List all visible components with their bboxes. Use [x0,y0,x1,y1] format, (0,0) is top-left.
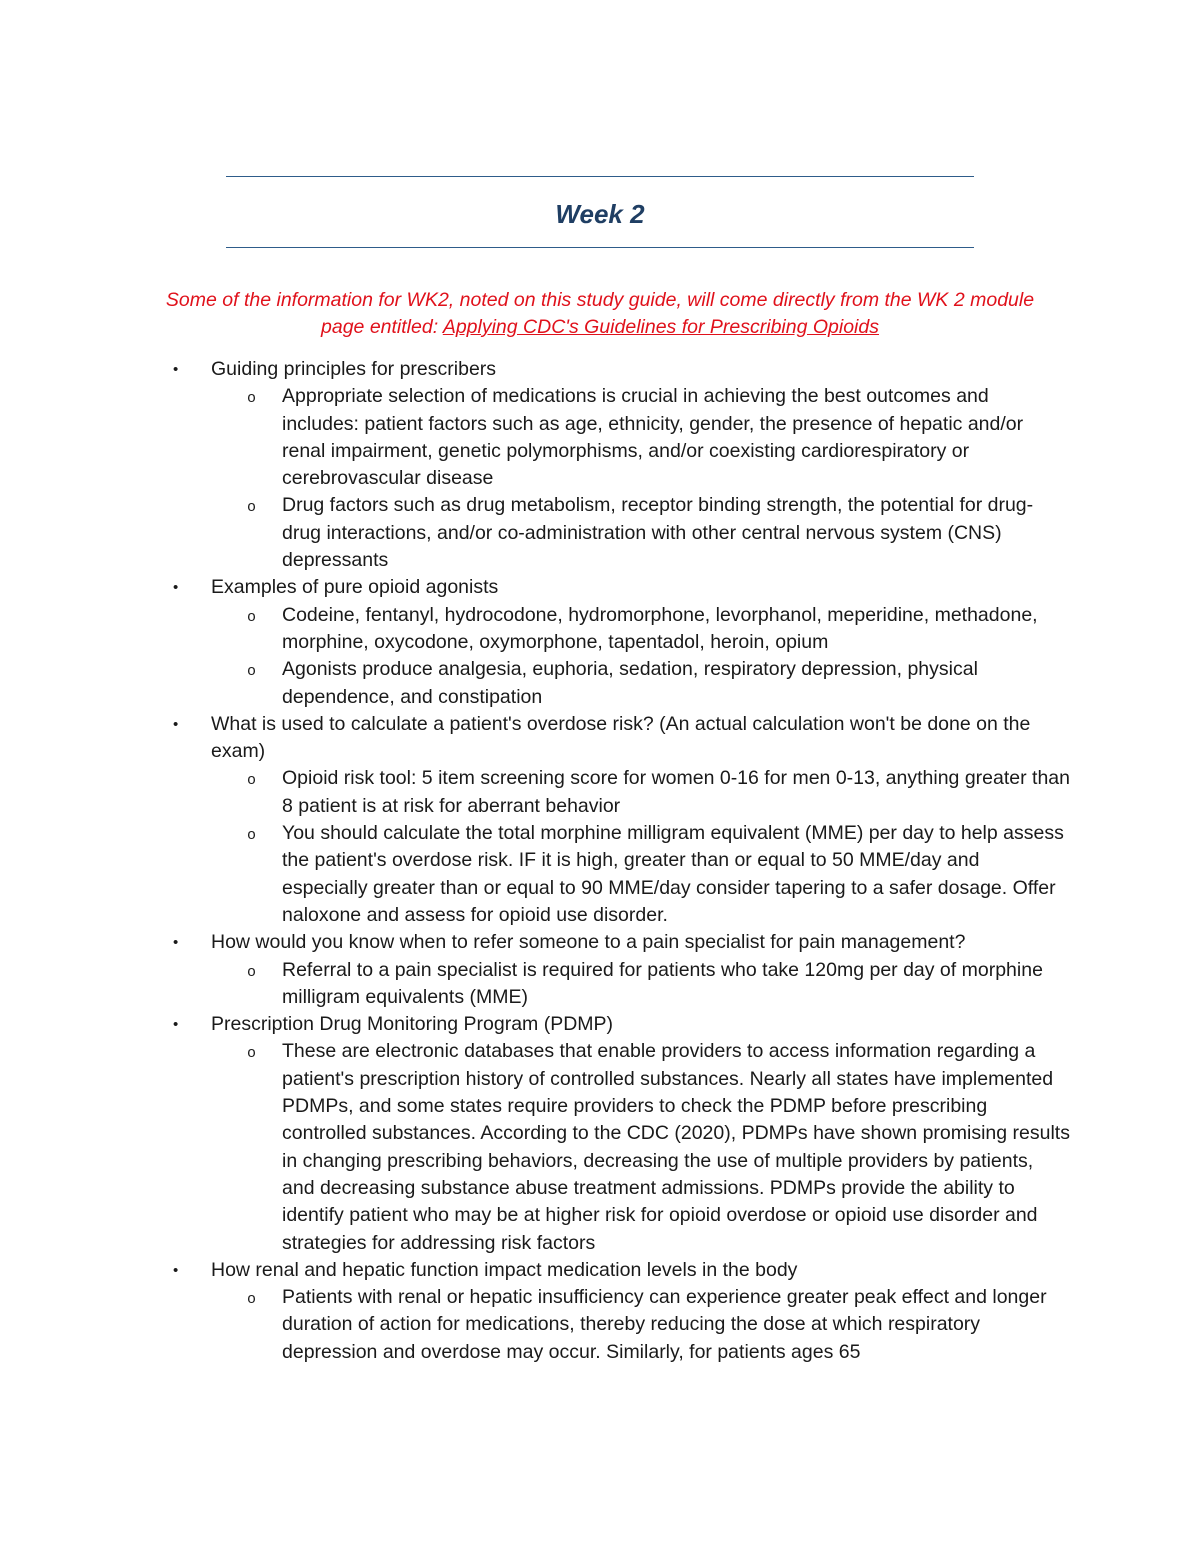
study-guide-note [150,287,1050,341]
topic-text: How renal and hepatic function impact medication levels in the body [211,1258,798,1281]
topic-text: Prescription Drug Monitoring Program (PDMP) [211,1013,614,1036]
sub-list [211,383,1070,574]
sub-bullet-icon: o [247,827,257,845]
sub-list [211,602,1070,711]
bullet-icon: • [173,579,179,597]
sub-bullet-icon: o [247,963,257,981]
sub-item-text: Agonists produce analgesia, euphoria, sedation, respiratory depression, physical dependence, and constipation [282,658,978,708]
bullet-icon: • [173,1261,179,1279]
sub-list-item [247,765,1070,820]
topic-list [0,356,1200,1366]
bullet-icon: • [173,361,179,378]
topic-text: Examples of pure opioid agonists [211,576,499,599]
sub-list-item [247,383,1070,492]
bullet-icon: • [173,1016,179,1034]
sub-item-text: Drug factors such as drug metabolism, receptor binding strength, the potential for drug-drug interactions, and/or co-administration with other central nervous system (CNS) depressants [282,494,1034,572]
sub-list-item [247,820,1070,929]
sub-list [211,957,1070,1012]
list-item [0,574,1200,710]
sub-list-item [247,492,1070,574]
sub-bullet-icon: o [247,608,257,626]
sub-bullet-icon: o [247,772,257,790]
topic-text: What is used to calculate a patient's overdose risk? (An actual calculation won't be done on the exam) [211,712,1031,763]
sub-item-text: These are electronic databases that enable providers to access information regarding a patient's prescription history of controlled substances. Nearly all states have implemented PDMPs, and some states require providers to check the PDMP before prescribing controlled substances. According to the CDC (2020), PDMPs have shown promising results in changing prescribing behaviors, decreasing the use of multiple providers by patients, and decreasing substance abuse treatment admissions. PDMPs provide the ability to identify patient who may be at higher risk for opioid overdose or opioid use disorder and strategies for addressing risk factors [282,1040,1070,1254]
sub-list-item [247,656,1070,711]
sub-item-text: Opioid risk tool: 5 item screening score for women 0-16 for men 0-13, anything greater than 8 patient is at risk for aberrant behavior [282,767,1070,817]
sub-list-item [247,602,1070,657]
sub-list-item [247,1284,1070,1366]
bullet-icon: • [173,934,179,952]
sub-list-item [247,1038,1070,1256]
sub-list [211,765,1070,929]
list-item [0,711,1200,929]
sub-item-text: Appropriate selection of medications is crucial in achieving the best outcomes and includes: patient factors such as age, ethnicity, gender, the presence of hepatic and/or renal impairment, genetic polymorphisms, and/or coexisting cardiorespiratory or cerebrovascular disease [282,385,1024,490]
sub-item-text: Patients with renal or hepatic insufficiency can experience greater peak effect and longer duration of action for medications, thereby reducing the dose at which respiratory depression and overdose may occur. Similarly, for patients ages 65 [282,1286,1047,1363]
note-text: Some of the information for WK2, noted on this study guide, will come directly from the WK 2 module page entitled: [165,289,1035,338]
sub-list-item [247,957,1070,1012]
sub-item-text: Codeine, fentanyl, hydrocodone, hydromorphone, levorphanol, meperidine, methadone, morphine, oxycodone, oxymorphone, tapentadol, heroin, opium [282,603,1038,653]
sub-list [211,1038,1070,1256]
title-top-rule [226,176,974,177]
list-item [0,1257,1200,1366]
sub-bullet-icon: o [247,390,257,408]
bullet-icon: • [173,715,179,733]
sub-list [211,1284,1070,1366]
sub-item-text: Referral to a pain specialist is required for patients who take 120mg per day of morphine milligram equivalents (MME) [282,958,1043,1008]
sub-item-text: You should calculate the total morphine milligram equivalent (MME) per day to help assess the patient's overdose risk. IF it is high, greater than or equal to 50 MME/day and especially greater than or equal to 90 MME/day consider tapering to a safer dosage. Offer naloxone and assess for opioid use disorder. [282,822,1064,926]
list-item [0,929,1200,1011]
page-title: Week 2 [555,199,645,229]
sub-bullet-icon: o [247,663,257,681]
sub-bullet-icon: o [247,1291,257,1309]
list-item [0,1011,1200,1257]
module-page-link[interactable]: Applying CDC's Guidelines for Prescribing Opioids [442,316,879,338]
sub-bullet-icon: o [247,499,257,517]
topic-text: How would you know when to refer someone to a pain specialist for pain management? [211,931,966,954]
topic-text: Guiding principles for prescribers [211,358,497,380]
sub-bullet-icon: o [247,1045,257,1063]
list-item [0,356,1200,574]
study-guide-content [0,356,1200,1366]
title-bottom-rule [226,247,974,248]
